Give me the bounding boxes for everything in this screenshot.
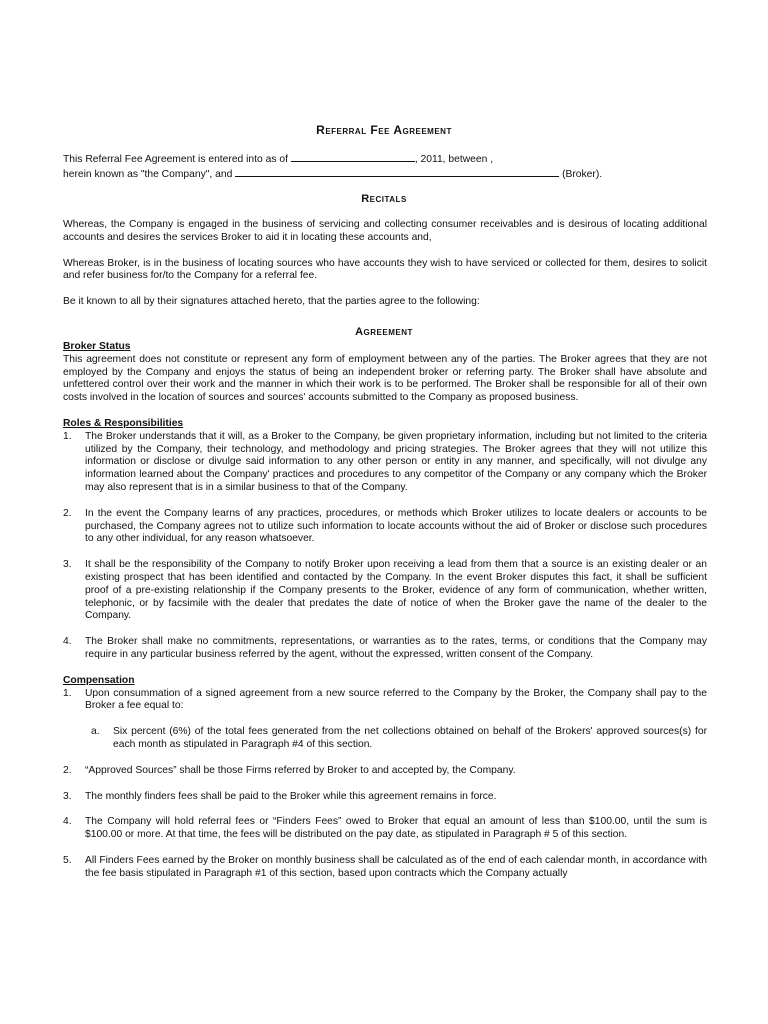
list-item: 4. The Broker shall make no commitments, representations, or warranties as to the rates, terms, or conditions that the Company may require in any particular business referred by the agent, without the expressed, written consent of the Company. [63,636,707,660]
list-item: 3. The monthly finders fees shall be paid to the Broker while this agreement remains in force. [63,790,497,802]
list-item: 1. The Broker understands that it will, as a Broker to the Company, be given proprietary information, including but not limited to the criteria utilized by the Company, their technology, and methodology and pricing strategies. The Broker agrees that they will not utilize this information or disclose or divulge said information to any other person or entity in any manner, and specifically, will not divulge any information learned about the Company' practices and procedures to any competitor of the Company or any company which the Broker may also represent that is in a similar business to that of the Company. [63,430,707,493]
broker-status-text: This agreement does not constitute or represent any form of employment between any of the parties. The Broker agrees that they are not employed by the Company and enjoys the status of being an independent broker or referring party. The Broker shall have absolute and unfettered control over their work and the manner in which their work is to be performed. The Broker shall be responsible for all of their own costs involved in the location of sources and sources' accounts submitted to the Company as proposed business. [63,353,707,404]
compensation-heading: Compensation [63,674,135,686]
intro-line-2: herein known as "the Company", and (Broker). [63,168,603,180]
broker-status-heading: Broker Status [63,341,131,352]
roles-list [63,431,707,662]
recitals-heading: Recitals [361,193,407,205]
list-item: 1. Upon consummation of a signed agreement from a new source referred to the Company by the Broker, the Company shall pay to the Broker a fee equal to: a. Six percent (6%) of the total fees generated from the net collections obtained on behalf of the Brokers' approved sources(s) for each month as stipulated in Paragraph #4 of this section. [63,687,707,750]
date-blank [291,152,415,162]
recital-paragraph-3: Be it known to all by their signatures attached hereto, that the parties agree to the following: [63,296,480,308]
intro-line-1: This Referral Fee Agreement is entered into as of , 2011, between , [63,154,494,165]
recitals-body [63,219,707,309]
list-item: 2. “Approved Sources” shall be those Firms referred by Broker to and accepted by, the Company. [63,764,516,776]
document-title: Referral Fee Agreement [316,123,452,137]
list-item: 4. The Company will hold referral fees or “Finders Fees” owed to Broker that equal an amount of less than $100.00, until the sum is $100.00 or more. At that time, the fees will be distributed on the pay date, as stipulated in Paragraph # 5 of this section. [63,816,707,841]
agreement-body [63,341,707,881]
intro-block [63,152,707,182]
agreement-heading: Agreement [355,326,413,338]
sub-list-item: a. Six percent (6%) of the total fees generated from the net collections obtained on behalf of the Brokers' approved sources(s) for each month as stipulated in Paragraph #4 of this section. [91,726,707,750]
compensation-list [63,688,707,881]
roles-heading: Roles & Responsibilities [63,417,184,429]
broker-name-blank [235,167,559,177]
recital-paragraph-2: Whereas Broker, is in the business of locating sources who have accounts they wish to have serviced or collected for them, desires to solicit and refer business for/to the Company for a referral fee. [63,257,707,282]
list-item: 3. It shall be the responsibility of the Company to notify Broker upon receiving a lead from them that a source is an existing dealer or an existing prospect that has been identified and contacted by the Company. In the event Broker disputes this fact, it shall be sufficient proof of a pre-existing relationship if the Company presents to the Broker, evidence of any form of communication, whether written, telephonic, or by facsimile with the dealer that predates the date of notice of when the Broker gave the name of the dealer to the Company. [63,559,707,622]
list-item: 2. In the event the Company learns of any practices, procedures, or methods which Broker utilizes to locate dealers or accounts to be purchased, the Company agrees not to utilize such information to locate accounts without the aid of Broker or disclose such procedures to any other individual, for any reason whatsoever. [63,507,707,545]
recital-paragraph-1: Whereas, the Company is engaged in the business of servicing and collecting consumer receivables and is desirous of locating additional accounts and desires the services Broker to aid it in locating these accounts and, [63,219,707,243]
list-item: 5. All Finders Fees earned by the Broker on monthly business shall be calculated as of the end of each calendar month, in accordance with the fee basis stipulated in Paragraph #1 of this section, based upon contracts which the Company actually [63,854,707,879]
